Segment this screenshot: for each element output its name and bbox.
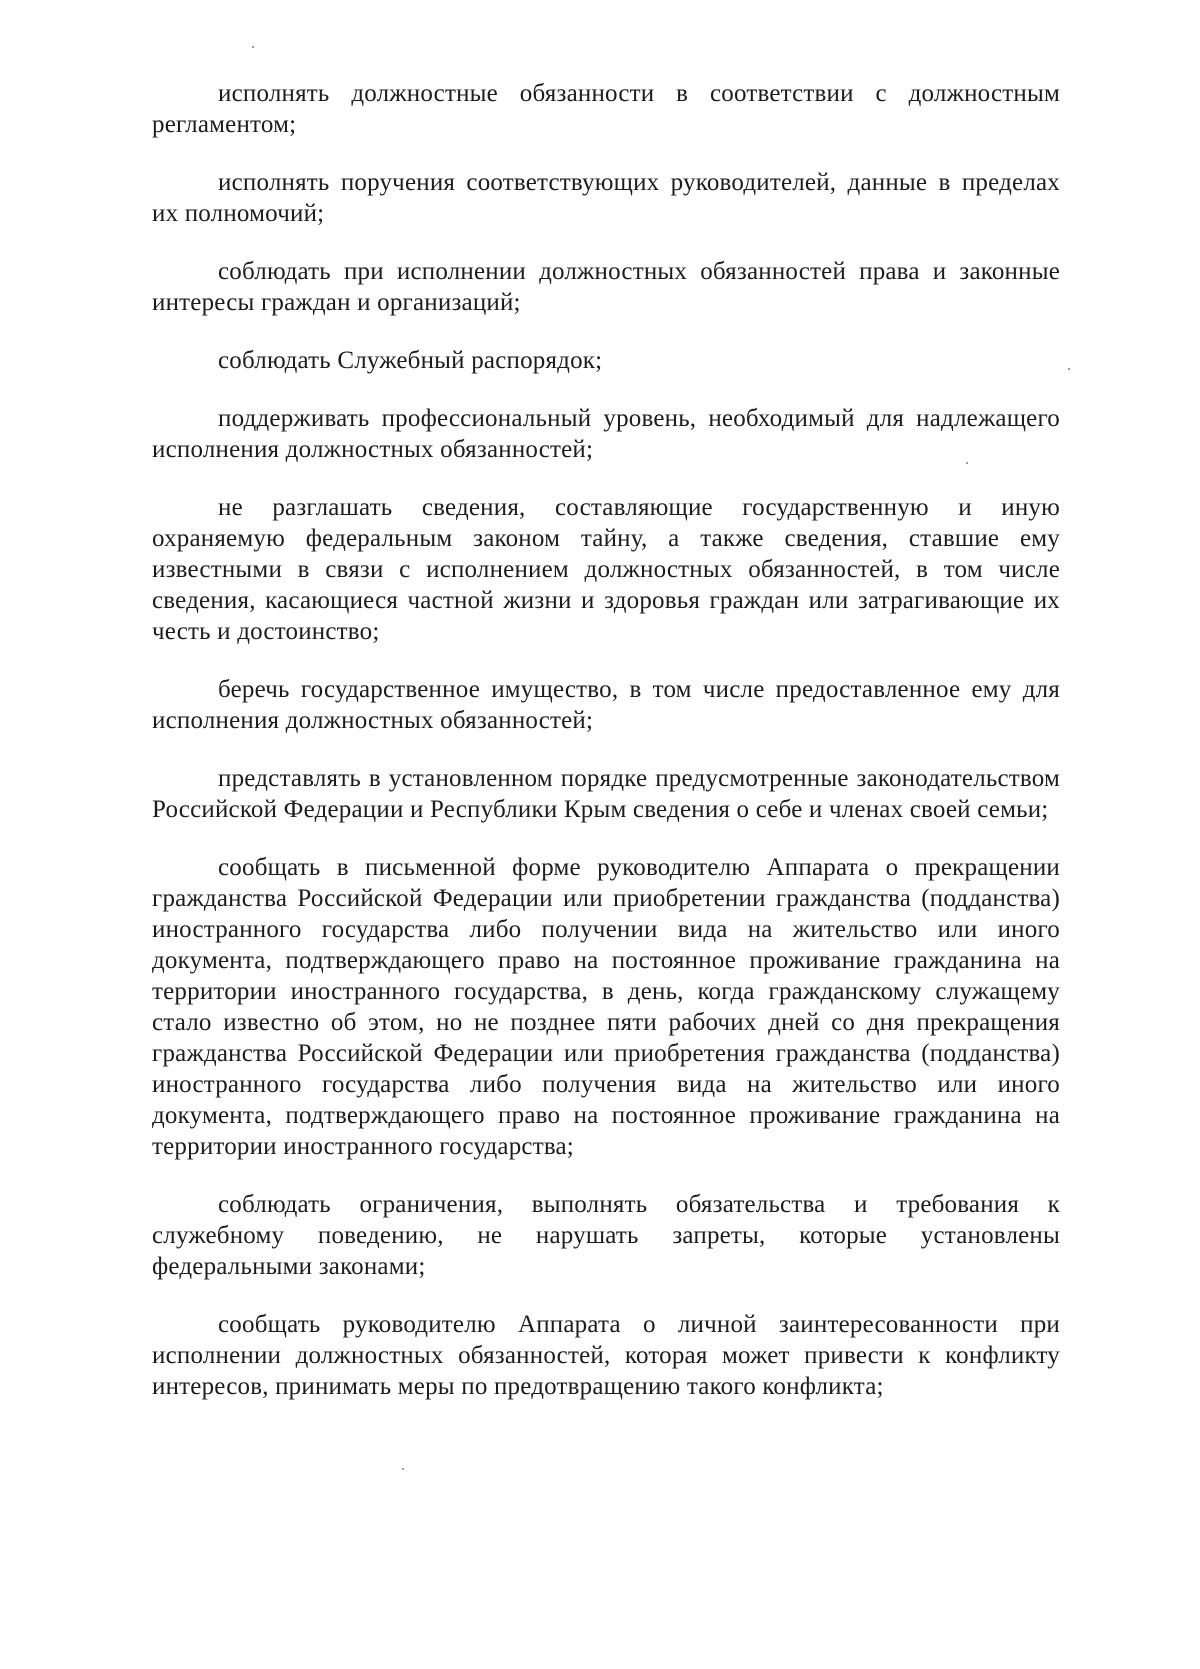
scan-speck: [252, 46, 254, 48]
scan-speck: [402, 1468, 404, 1470]
duty-paragraph-3: соблюдать при исполнении должностных обязанностей права и законные интересы граждан и организаций;: [152, 258, 1060, 316]
duty-paragraph-7: беречь государственное имущество, в том числе предоставленное ему для исполнения должностных обязанностей;: [152, 676, 1060, 734]
duty-paragraph-6: не разглашать сведения, составляющие государственную и иную охраняемую федеральным законом тайну, а также сведения, ставшие ему известными в связи с исполнением должностных обязанностей, в том числе сведения, касающиеся частной жизни и здоровья граждан или затрагивающие их честь и достоинство;: [152, 494, 1060, 645]
duty-paragraph-2: исполнять поручения соответствующих руководителей, данные в пределах их полномочий;: [152, 169, 1060, 227]
document-body: [152, 78, 1060, 1402]
duty-paragraph-9: сообщать в письменной форме руководителю Аппарата о прекращении гражданства Российской Федерации или приобретении гражданства (подданства) иностранного государства либо получении вида на жительство или иного документа, подтверждающего право на постоянное проживание гражданина на территории иностранного государства, в день, когда гражданскому служащему стало известно об этом, но не позднее пяти рабочих дней со дня прекращения гражданства Российской Федерации или приобретения гражданства (подданства) иностранного государства либо получения вида на жительство или иного документа, подтверждающего право на постоянное проживание гражданина на территории иностранного государства;: [152, 854, 1060, 1160]
duty-paragraph-10: соблюдать ограничения, выполнять обязательства и требования к служебному поведению, не нарушать запреты, которые установлены федеральными законами;: [152, 1191, 1060, 1280]
duty-paragraph-8: представлять в установленном порядке предусмотренные законодательством Российской Федерации и Республики Крым сведения о себе и членах своей семьи;: [152, 765, 1060, 823]
duty-paragraph-11: сообщать руководителю Аппарата о личной заинтересованности при исполнении должностных обязанностей, которая может привести к конфликту интересов, принимать меры по предотвращению такого конфликта;: [152, 1311, 1060, 1400]
duty-paragraph-1: исполнять должностные обязанности в соответствии с должностным регламентом;: [152, 80, 1060, 138]
scan-speck: [1068, 368, 1070, 370]
duty-paragraph-5: поддерживать профессиональный уровень, необходимый для надлежащего исполнения должностных обязанностей;: [152, 405, 1060, 463]
scan-speck: [966, 462, 968, 464]
duty-paragraph-4: соблюдать Служебный распорядок;: [218, 347, 603, 374]
